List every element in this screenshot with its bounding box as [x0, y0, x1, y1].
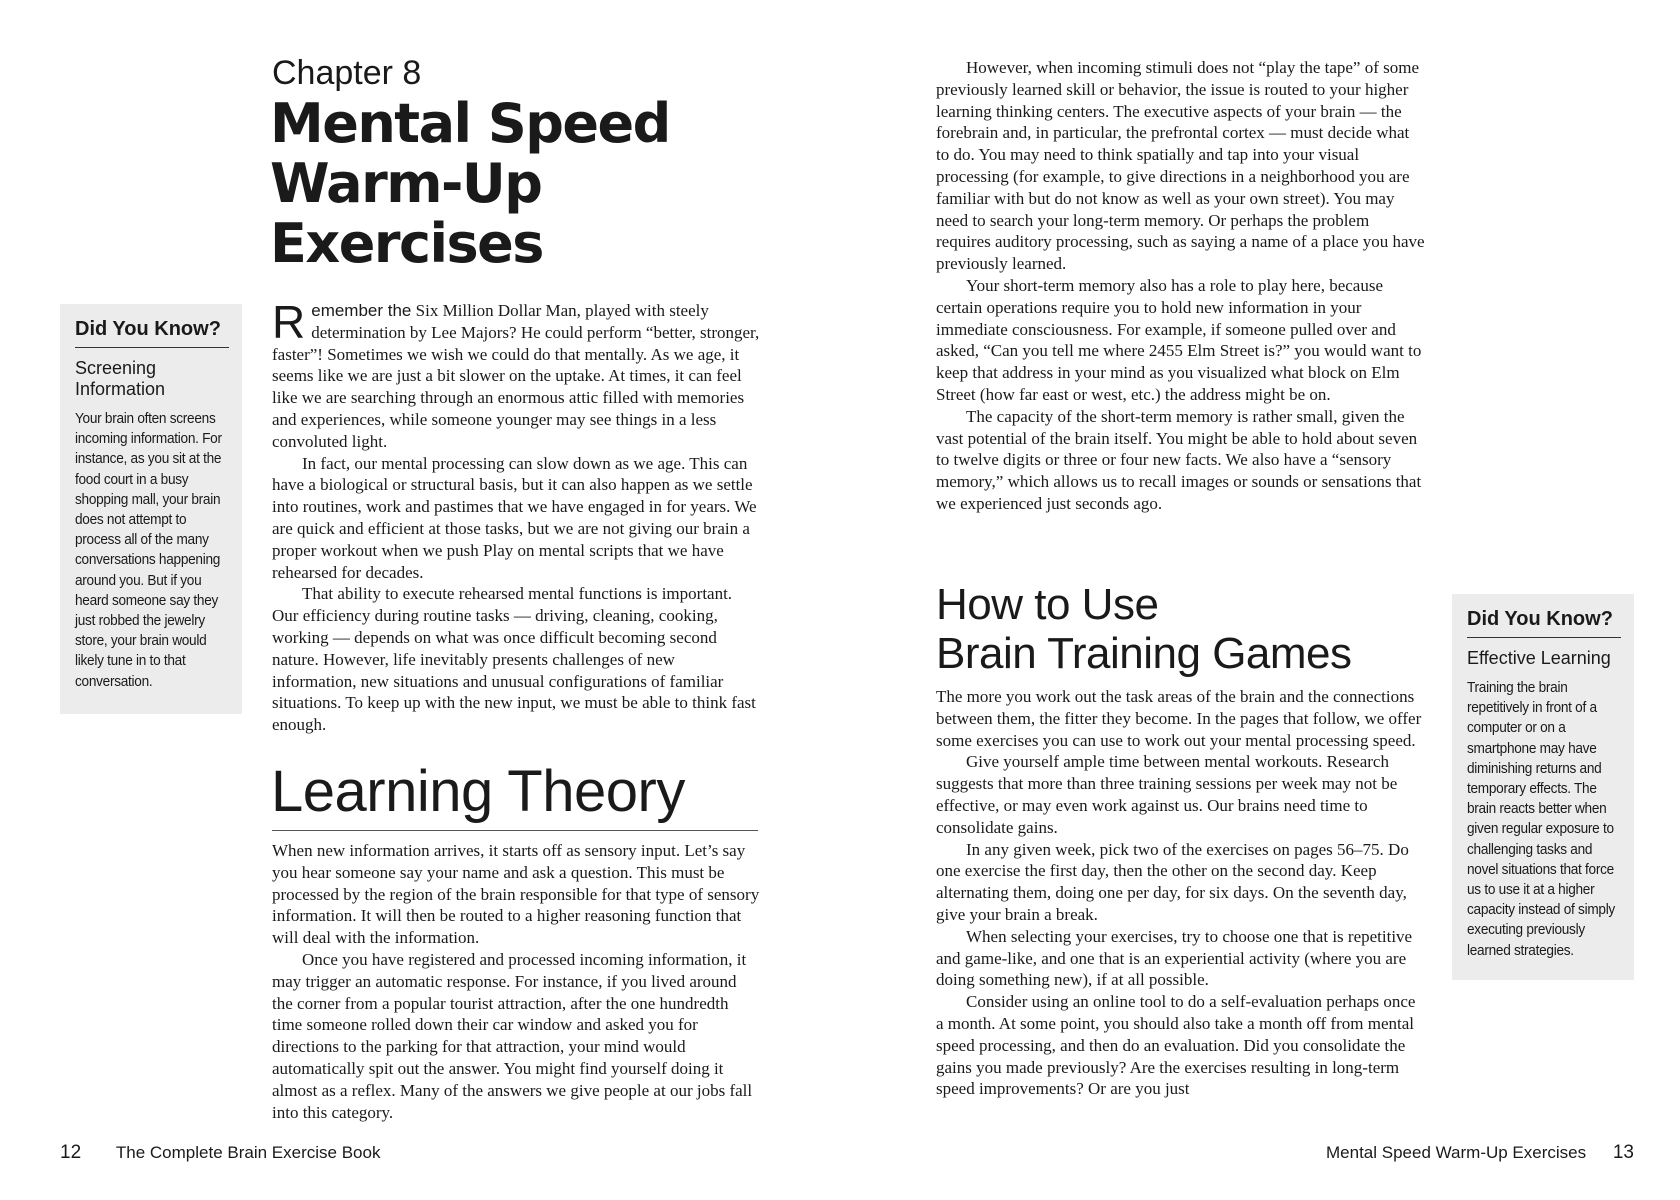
how-to-paragraph: The more you work out the task areas of the brain and the connections between them, the fitter they become. In the pages that follow, we offer some exercises you can use to work out your mental processing speed. [936, 687, 1422, 750]
heading-line-2: Brain Training Games [936, 629, 1352, 678]
how-to-column [936, 686, 1426, 1100]
drop-cap: R [272, 296, 306, 348]
sidebar-title: Did You Know? [75, 318, 229, 348]
sidebar-subtitle: Screening Information [75, 358, 166, 399]
intro-first-paragraph [272, 296, 760, 453]
first-paragraph-text: Six Million Dollar Man, played with steely determination by Lee Majors? He could perform “better, stronger, faster”! Sometimes we wish we could do that mentally. As we age, it seems like we are just a bit slower on the uptake. At times, it can feel like we are searching through an enormous attic filled with memories and experiences, while someone younger may see things in a less convoluted light. [272, 301, 760, 451]
sidebar-subtitle: Effective Learning [1467, 648, 1611, 668]
how-to-paragraph: Consider using an online tool to do a self-evaluation perhaps once a month. At some point, you should also take a month off from mental speed processing, and then do an evaluation. Did you consolidate the gains you made previously? Are the exercises resulting in long-term speed improvements? Or are you just [936, 992, 1416, 1099]
chapter-title: Mental Speed Warm-Up Exercises [270, 92, 670, 275]
intro-paragraph: That ability to execute rehearsed mental functions is important. Our efficiency during routine tasks — driving, cleaning, cooking, working — depends on what was once difficult becoming second nature. However, life inevitably presents challenges of new information, new situations and unusual configurations of familiar situations. To keep up with the new input, we must be able to think fast enough. [272, 584, 756, 735]
book-title: The Complete Brain Exercise Book [115, 1143, 381, 1162]
learning-theory-heading: Learning Theory [271, 759, 685, 824]
learning-theory-column [272, 840, 760, 1123]
did-you-know-sidebar-left [60, 304, 242, 714]
right-page [840, 0, 1680, 1200]
sidebar-body: Your brain often screens incoming information. For instance, as you sit at the food court in a busy shopping mall, your brain does not attempt to process all of the many conversations happening around you. But if you heard someone say they just robbed the jewelry store, your brain would likely tune in to that conversation. [75, 411, 222, 690]
how-to-paragraph: When selecting your exercises, try to choose one that is repetitive and game-like, and one that is an experiential activity (where you are doing something new), if at all possible. [936, 926, 1413, 990]
running-head: Mental Speed Warm-Up Exercises [1326, 1143, 1587, 1162]
how-to-use-heading [936, 580, 1352, 678]
learning-paragraph: When new information arrives, it starts off as sensory input. Let’s say you hear someone say your name and ask a question. This must be processed by the region of the brain responsible for that type of sensory information. It will then be routed to a higher reasoning function that will deal with the information. [272, 841, 760, 948]
heading-rule [272, 830, 758, 831]
sidebar-body: Training the brain repetitively in front of a computer or on a smartphone may have diminishing returns and temporary effects. The brain reacts better when given regular exposure to challenging tasks and novel situations that force us to use it at a higher capacity instead of simply executing previously learned strategies. [1467, 680, 1615, 959]
learning-paragraph: Once you have registered and processed incoming information, it may trigger an automatic response. For instance, if you lived around the corner from a popular tourist attraction, after the one hundredth time someone rolled down their car window and asked you for directions to the parking for that attraction, your mind would automatically spit out the answer. You might find yourself doing it almost as a reflex. Many of the answers we give people at our jobs fall into this category. [272, 949, 753, 1122]
continued-column [936, 57, 1426, 515]
did-you-know-sidebar-right [1452, 594, 1634, 980]
right-footer [1322, 1142, 1634, 1164]
page-number-left: 12 [60, 1142, 82, 1163]
page-number-right: 13 [1612, 1142, 1634, 1163]
sidebar-title: Did You Know? [1467, 608, 1621, 638]
chapter-label: Chapter 8 [272, 54, 422, 92]
body-paragraph: However, when incoming stimuli does not “play the tape” of some previously learned skill or behavior, the issue is routed to your higher learning thinking centers. The executive aspects of your brain — the forebrain and, in particular, the prefrontal cortex — must decide what to do. You may need to think spatially and tap into your visual processing (for example, to give directions in a neighborhood you are familiar with but do not know as well as your own street). You may need to search your long-term memory. Or perhaps the problem requires auditory processing, such as saying a name of a place you have previously learned. [936, 58, 1425, 274]
intro-paragraph: In fact, our mental processing can slow down as we age. This can have a biological or structural basis, but it can also happen as we settle into routines, work and pastimes that we have engaged in for years. We are quick and efficient at those tasks, but we are not giving our brain a proper workout when we push Play on mental scripts that we have rehearsed for decades. [272, 453, 757, 582]
body-paragraph: Your short-term memory also has a role to play here, because certain operations require you to hold new information in your immediate consciousness. For example, if someone pulled over and asked, “Can you tell me where 2455 Elm Street is?” you would want to keep that address in your mind as you visualized what block on Elm Street (how far east or west, etc.) the address might be on. [936, 275, 1422, 404]
intro-column [272, 296, 760, 736]
how-to-paragraph: Give yourself ample time between mental workouts. Research suggests that more than three training sessions per week may not be effective, or may even work against us. Our brains need time to consolidate gains. [936, 752, 1398, 837]
lead-in: emember the [311, 301, 412, 320]
heading-line-1: How to Use [936, 580, 1159, 629]
how-to-paragraph: In any given week, pick two of the exercises on pages 56–75. Do one exercise the first day, then the other on the second day. Keep alternating them, doing one per day, for six days. On the seventh day, give your brain a break. [936, 839, 1409, 924]
left-footer [60, 1142, 380, 1164]
body-paragraph: The capacity of the short-term memory is rather small, given the vast potential of the brain itself. You might be able to hold about seven to twelve digits or three or four new facts. We also have a “sensory memory,” which allows us to recall images or sounds or sensations that we experienced just seconds ago. [936, 406, 1422, 513]
